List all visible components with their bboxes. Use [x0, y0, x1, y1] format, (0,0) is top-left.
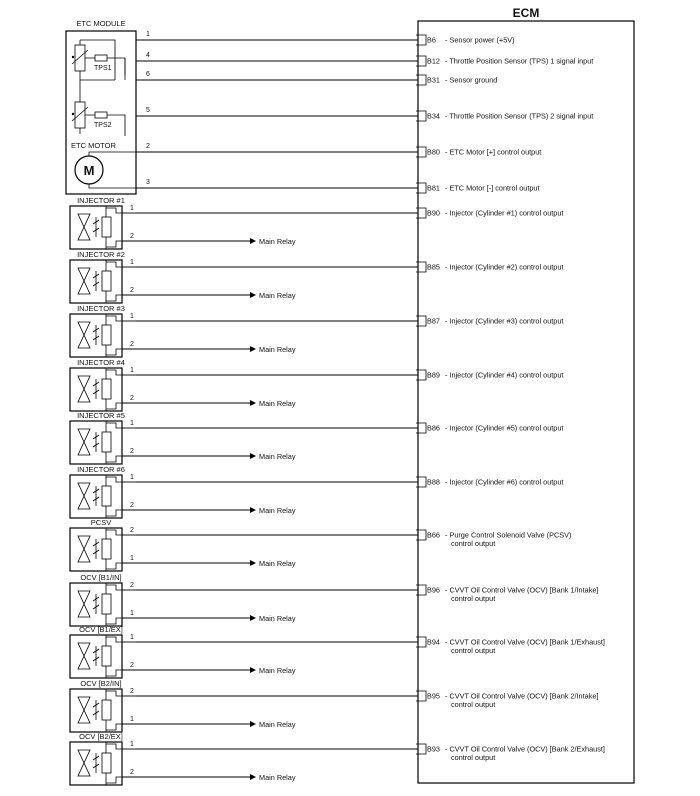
ecm-pin-description-cont: control output [451, 539, 496, 548]
tps1-label: TPS1 [94, 65, 112, 72]
connector-pin-number: 2 [130, 287, 134, 294]
ecm-pin-description: - Injector (Cylinder #2) control output [445, 262, 564, 272]
ecm-pin-description: - Injector (Cylinder #5) control output [445, 423, 564, 433]
connector-pin-number: 2 [130, 395, 134, 402]
connector-pin-number: 2 [130, 233, 134, 240]
connector-pin-number: 1 [130, 716, 134, 723]
ecm-pin-code: B90 [427, 208, 440, 218]
connector-pin-number: 2 [146, 143, 150, 150]
ecm-pin-code: B95 [427, 691, 440, 701]
connector-pin-number: 2 [130, 662, 134, 669]
connector-pin-number: 1 [130, 420, 134, 427]
main-relay-label: Main Relay [259, 399, 296, 408]
ecm-pin-code: B88 [427, 477, 440, 487]
main-relay-label: Main Relay [259, 614, 296, 623]
connector-pin-number: 4 [146, 52, 150, 59]
component-name: OCV [B1/EX] [79, 625, 123, 634]
arrow-right-icon [250, 292, 256, 298]
main-relay-label: Main Relay [259, 291, 296, 300]
ecm-pin-code: B6 [427, 35, 436, 45]
ecm-pin-code: B94 [427, 637, 440, 647]
connector-pin-number: 2 [130, 341, 134, 348]
main-relay-label: Main Relay [259, 237, 296, 246]
ecm-pin-code: B87 [427, 316, 440, 326]
connector-pin-number: 2 [130, 688, 134, 695]
arrow-right-icon [250, 774, 256, 780]
ecm-pin-description: - Sensor power (+5V) [445, 35, 515, 45]
ecm-pin-description-cont: control output [451, 646, 496, 655]
tps2-arrow-icon [72, 113, 74, 115]
ecm-pin-description: - Throttle Position Sensor (TPS) 2 signal input [445, 111, 594, 121]
component-name: PCSV [90, 518, 112, 527]
ecm-pin-description-cont: control output [451, 594, 496, 603]
ecm-pin-code: B93 [427, 744, 440, 754]
ecm-pin-description: - Injector (Cylinder #6) control output [445, 477, 564, 487]
ecm-title: ECM [512, 6, 540, 20]
etc-module [66, 19, 136, 194]
connector-pin-number: 2 [130, 448, 134, 455]
ecm-pin-code: B81 [427, 183, 440, 193]
ecm-pin-description: - Purge Control Solenoid Valve (PCSV) [445, 530, 572, 540]
component-name: INJECTOR #4 [77, 358, 125, 367]
connector-pin-number: 1 [130, 555, 134, 562]
component-name: INJECTOR #3 [77, 304, 125, 313]
ecm-pin-description-cont: control output [451, 700, 496, 709]
ecm-pin-description: - ETC Motor [-] control output [445, 183, 540, 193]
ecm-pin-description-cont: control output [451, 753, 496, 762]
arrow-right-icon [250, 453, 256, 459]
ecm-pin-description: - CVVT Oil Control Valve (OCV) [Bank 1/Intake] [445, 585, 599, 595]
ecm-pin-description: - Injector (Cylinder #4) control output [445, 370, 564, 380]
component-name: OCV [B2/IN] [80, 679, 122, 688]
connector-pin-number: 1 [130, 205, 134, 212]
connector-pin-number: 1 [130, 610, 134, 617]
arrow-right-icon [250, 721, 256, 727]
arrow-right-icon [250, 560, 256, 566]
ecm-pin-description: - CVVT Oil Control Valve (OCV) [Bank 2/Exhaust] [445, 744, 605, 754]
connector-pin-number: 6 [146, 71, 150, 78]
connector-pin-number: 1 [130, 634, 134, 641]
connector-pin-number: 2 [130, 527, 134, 534]
tps2-label: TPS2 [94, 122, 112, 129]
ecm-pin-description: - Sensor ground [445, 75, 498, 85]
connector-pin-number: 1 [130, 259, 134, 266]
ecm-pin-code: B12 [427, 56, 440, 66]
main-relay-label: Main Relay [259, 506, 296, 515]
arrow-right-icon [250, 615, 256, 621]
arrow-right-icon [250, 238, 256, 244]
arrow-right-icon [250, 667, 256, 673]
main-relay-label: Main Relay [259, 773, 296, 782]
component-name: INJECTOR #6 [77, 465, 125, 474]
ecm-pin-code: B66 [427, 530, 440, 540]
ecm-pin-code: B31 [427, 75, 440, 85]
ecm-pin-description: - CVVT Oil Control Valve (OCV) [Bank 1/Exhaust] [445, 637, 605, 647]
ecm-pin-description: - Injector (Cylinder #3) control output [445, 316, 564, 326]
connector-pin-number: 1 [130, 741, 134, 748]
etc-module-label: ETC MODULE [76, 19, 126, 28]
connector-pin-number: 5 [146, 107, 150, 114]
ecm-pin-code: B34 [427, 111, 440, 121]
component-name: INJECTOR #1 [77, 196, 125, 205]
connector-pin-number: 1 [146, 31, 150, 38]
main-relay-label: Main Relay [259, 559, 296, 568]
tps1-arrow-icon [72, 56, 74, 58]
connector-pin-number: 2 [130, 582, 134, 589]
main-relay-label: Main Relay [259, 666, 296, 675]
arrow-right-icon [250, 507, 256, 513]
ecm-pin-description: - CVVT Oil Control Valve (OCV) [Bank 2/Intake] [445, 691, 599, 701]
arrow-right-icon [250, 400, 256, 406]
main-relay-label: Main Relay [259, 720, 296, 729]
connector-pin-number: 1 [130, 313, 134, 320]
component-name: INJECTOR #5 [77, 411, 125, 420]
ecm-pin-code: B96 [427, 585, 440, 595]
ecm-pin-description: - ETC Motor [+] control output [445, 147, 542, 157]
connector-pin-number: 3 [146, 179, 150, 186]
ecm-pin-code: B80 [427, 147, 440, 157]
ecm-block [418, 21, 634, 783]
main-relay-label: Main Relay [259, 452, 296, 461]
connector-pin-number: 2 [130, 502, 134, 509]
etc-motor-label: ETC MOTOR [71, 141, 116, 150]
ecm-pin-code: B89 [427, 370, 440, 380]
ecm-pin-code: B85 [427, 262, 440, 272]
ecm-pin-description: - Throttle Position Sensor (TPS) 1 signal input [445, 56, 594, 66]
connector-pin-number: 1 [130, 474, 134, 481]
connector-pin-number: 1 [130, 367, 134, 374]
component-name: INJECTOR #2 [77, 250, 125, 259]
ecm-pin-description: - Injector (Cylinder #1) control output [445, 208, 564, 218]
main-relay-label: Main Relay [259, 345, 296, 354]
component-name: OCV [B1/IN] [80, 573, 122, 582]
ecm-pin-code: B86 [427, 423, 440, 433]
motor-symbol: M [83, 163, 95, 178]
arrow-right-icon [250, 346, 256, 352]
connector-pin-number: 2 [130, 769, 134, 776]
component-name: OCV [B2/EX] [79, 732, 123, 741]
